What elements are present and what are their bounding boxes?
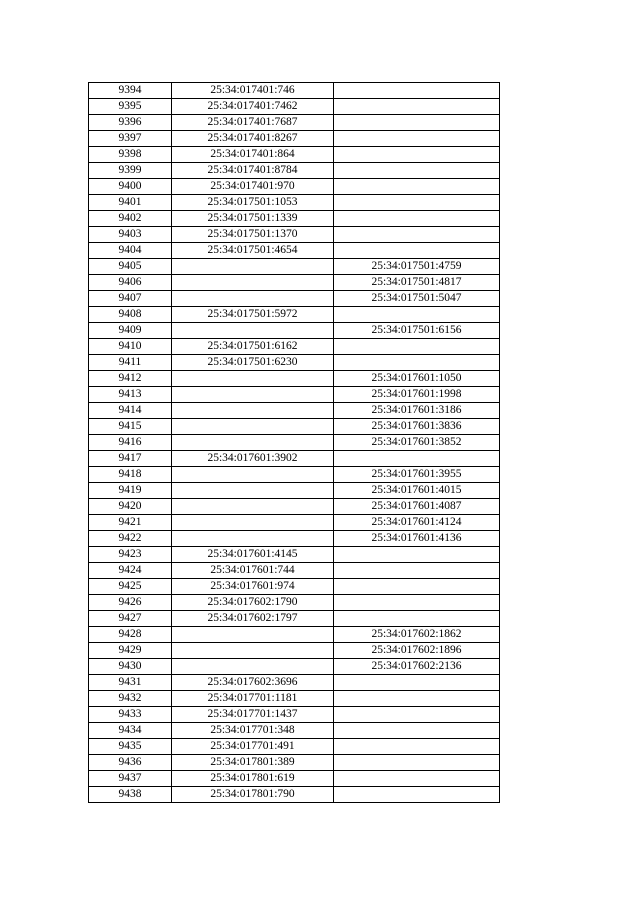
cadastral-number-alt-cell: 25:34:017602:2136 (334, 659, 500, 675)
cadastral-number-cell (172, 499, 334, 515)
row-number-cell: 9410 (89, 339, 172, 355)
row-number-cell: 9406 (89, 275, 172, 291)
table-row (89, 579, 500, 595)
row-number-cell: 9396 (89, 115, 172, 131)
row-number-cell: 9414 (89, 403, 172, 419)
cadastral-number-alt-cell: 25:34:017601:3836 (334, 419, 500, 435)
table-row (89, 179, 500, 195)
cadastral-number-cell: 25:34:017601:4145 (172, 547, 334, 563)
cadastral-number-alt-cell: 25:34:017602:1896 (334, 643, 500, 659)
cadastral-number-alt-cell (334, 563, 500, 579)
row-number-cell: 9434 (89, 723, 172, 739)
cadastral-number-alt-cell (334, 339, 500, 355)
cadastral-number-alt-cell (334, 99, 500, 115)
row-number-cell: 9431 (89, 675, 172, 691)
cadastral-number-cell: 25:34:017602:1790 (172, 595, 334, 611)
cadastral-number-cell (172, 483, 334, 499)
cadastral-table (88, 82, 500, 803)
cadastral-number-cell: 25:34:017701:348 (172, 723, 334, 739)
row-number-cell: 9419 (89, 483, 172, 499)
table-row (89, 211, 500, 227)
cadastral-number-cell (172, 467, 334, 483)
cadastral-number-alt-cell: 25:34:017601:4124 (334, 515, 500, 531)
cadastral-number-cell: 25:34:017501:6230 (172, 355, 334, 371)
cadastral-number-alt-cell: 25:34:017601:3955 (334, 467, 500, 483)
cadastral-number-cell (172, 627, 334, 643)
table-row (89, 115, 500, 131)
cadastral-number-alt-cell: 25:34:017601:4087 (334, 499, 500, 515)
row-number-cell: 9427 (89, 611, 172, 627)
cadastral-number-alt-cell: 25:34:017601:3186 (334, 403, 500, 419)
cadastral-number-cell: 25:34:017501:1339 (172, 211, 334, 227)
row-number-cell: 9415 (89, 419, 172, 435)
cadastral-number-alt-cell: 25:34:017501:4759 (334, 259, 500, 275)
table-row (89, 659, 500, 675)
cadastral-number-cell (172, 371, 334, 387)
cadastral-number-cell: 25:34:017601:744 (172, 563, 334, 579)
row-number-cell: 9425 (89, 579, 172, 595)
table-row (89, 499, 500, 515)
cadastral-number-cell: 25:34:017401:8784 (172, 163, 334, 179)
cadastral-number-alt-cell (334, 771, 500, 787)
table-row (89, 547, 500, 563)
row-number-cell: 9395 (89, 99, 172, 115)
table-row (89, 195, 500, 211)
row-number-cell: 9422 (89, 531, 172, 547)
cadastral-number-alt-cell (334, 131, 500, 147)
cadastral-number-cell: 25:34:017602:1797 (172, 611, 334, 627)
row-number-cell: 9408 (89, 307, 172, 323)
cadastral-number-cell: 25:34:017701:1181 (172, 691, 334, 707)
cadastral-number-alt-cell (334, 707, 500, 723)
cadastral-number-cell: 25:34:017501:5972 (172, 307, 334, 323)
row-number-cell: 9435 (89, 739, 172, 755)
cadastral-number-alt-cell (334, 675, 500, 691)
cadastral-number-alt-cell (334, 195, 500, 211)
cadastral-number-alt-cell (334, 211, 500, 227)
table-row (89, 451, 500, 467)
row-number-cell: 9401 (89, 195, 172, 211)
cadastral-number-alt-cell: 25:34:017601:1998 (334, 387, 500, 403)
table-row (89, 355, 500, 371)
cadastral-number-cell (172, 291, 334, 307)
cadastral-number-alt-cell (334, 179, 500, 195)
cadastral-number-cell: 25:34:017401:7462 (172, 99, 334, 115)
cadastral-number-cell: 25:34:017401:8267 (172, 131, 334, 147)
cadastral-number-cell: 25:34:017501:4654 (172, 243, 334, 259)
row-number-cell: 9394 (89, 83, 172, 99)
cadastral-number-cell: 25:34:017701:491 (172, 739, 334, 755)
table-row (89, 259, 500, 275)
cadastral-number-alt-cell (334, 227, 500, 243)
cadastral-number-alt-cell (334, 243, 500, 259)
row-number-cell: 9428 (89, 627, 172, 643)
table-row (89, 707, 500, 723)
table-row (89, 627, 500, 643)
row-number-cell: 9412 (89, 371, 172, 387)
row-number-cell: 9438 (89, 787, 172, 803)
cadastral-number-cell (172, 403, 334, 419)
cadastral-number-alt-cell (334, 83, 500, 99)
cadastral-number-cell: 25:34:017801:790 (172, 787, 334, 803)
cadastral-number-cell: 25:34:017601:974 (172, 579, 334, 595)
row-number-cell: 9437 (89, 771, 172, 787)
row-number-cell: 9430 (89, 659, 172, 675)
cadastral-number-cell (172, 643, 334, 659)
cadastral-number-alt-cell: 25:34:017601:4136 (334, 531, 500, 547)
table-row (89, 371, 500, 387)
row-number-cell: 9429 (89, 643, 172, 659)
row-number-cell: 9402 (89, 211, 172, 227)
table-row (89, 595, 500, 611)
cadastral-number-alt-cell: 25:34:017501:5047 (334, 291, 500, 307)
cadastral-number-alt-cell (334, 115, 500, 131)
row-number-cell: 9426 (89, 595, 172, 611)
cadastral-number-cell: 25:34:017401:970 (172, 179, 334, 195)
row-number-cell: 9409 (89, 323, 172, 339)
cadastral-number-cell: 25:34:017601:3902 (172, 451, 334, 467)
cadastral-number-cell: 25:34:017401:746 (172, 83, 334, 99)
table-row (89, 435, 500, 451)
table-row (89, 419, 500, 435)
cadastral-number-cell: 25:34:017602:3696 (172, 675, 334, 691)
cadastral-number-alt-cell (334, 579, 500, 595)
table-row (89, 723, 500, 739)
row-number-cell: 9436 (89, 755, 172, 771)
table-row (89, 147, 500, 163)
row-number-cell: 9399 (89, 163, 172, 179)
row-number-cell: 9420 (89, 499, 172, 515)
table-row (89, 483, 500, 499)
cadastral-number-alt-cell (334, 755, 500, 771)
table-row (89, 323, 500, 339)
table-row (89, 515, 500, 531)
cadastral-number-alt-cell (334, 723, 500, 739)
row-number-cell: 9411 (89, 355, 172, 371)
row-number-cell: 9418 (89, 467, 172, 483)
cadastral-number-alt-cell (334, 147, 500, 163)
cadastral-number-alt-cell (334, 691, 500, 707)
row-number-cell: 9397 (89, 131, 172, 147)
table-row (89, 243, 500, 259)
table-row (89, 563, 500, 579)
cadastral-number-cell: 25:34:017801:619 (172, 771, 334, 787)
cadastral-number-cell (172, 531, 334, 547)
row-number-cell: 9423 (89, 547, 172, 563)
table-row (89, 131, 500, 147)
table-row (89, 531, 500, 547)
table-row (89, 275, 500, 291)
cadastral-number-cell: 25:34:017501:6162 (172, 339, 334, 355)
cadastral-number-alt-cell (334, 611, 500, 627)
cadastral-number-alt-cell (334, 787, 500, 803)
cadastral-number-cell (172, 419, 334, 435)
table-row (89, 307, 500, 323)
cadastral-number-cell (172, 435, 334, 451)
cadastral-number-alt-cell: 25:34:017601:4015 (334, 483, 500, 499)
table-row (89, 739, 500, 755)
row-number-cell: 9421 (89, 515, 172, 531)
cadastral-number-cell (172, 275, 334, 291)
row-number-cell: 9433 (89, 707, 172, 723)
cadastral-number-cell (172, 259, 334, 275)
cadastral-number-alt-cell: 25:34:017501:6156 (334, 323, 500, 339)
cadastral-number-alt-cell (334, 547, 500, 563)
table-row (89, 771, 500, 787)
row-number-cell: 9405 (89, 259, 172, 275)
cadastral-number-cell: 25:34:017501:1053 (172, 195, 334, 211)
cadastral-number-cell (172, 515, 334, 531)
table-row (89, 691, 500, 707)
cadastral-number-cell (172, 323, 334, 339)
row-number-cell: 9417 (89, 451, 172, 467)
row-number-cell: 9413 (89, 387, 172, 403)
row-number-cell: 9407 (89, 291, 172, 307)
cadastral-number-cell: 25:34:017401:7687 (172, 115, 334, 131)
cadastral-number-alt-cell (334, 163, 500, 179)
table-row (89, 163, 500, 179)
cadastral-number-alt-cell: 25:34:017501:4817 (334, 275, 500, 291)
table-row (89, 403, 500, 419)
cadastral-number-alt-cell (334, 595, 500, 611)
cadastral-number-cell: 25:34:017801:389 (172, 755, 334, 771)
cadastral-number-cell (172, 387, 334, 403)
cadastral-number-alt-cell: 25:34:017601:1050 (334, 371, 500, 387)
row-number-cell: 9404 (89, 243, 172, 259)
cadastral-number-alt-cell (334, 355, 500, 371)
row-number-cell: 9432 (89, 691, 172, 707)
row-number-cell: 9400 (89, 179, 172, 195)
table-row (89, 99, 500, 115)
table-row (89, 755, 500, 771)
cadastral-number-alt-cell (334, 307, 500, 323)
table-body (89, 83, 500, 803)
table-row (89, 291, 500, 307)
cadastral-number-alt-cell (334, 739, 500, 755)
table-row (89, 227, 500, 243)
table-row (89, 387, 500, 403)
table-row (89, 643, 500, 659)
cadastral-number-cell: 25:34:017501:1370 (172, 227, 334, 243)
cadastral-number-cell (172, 659, 334, 675)
cadastral-number-alt-cell: 25:34:017602:1862 (334, 627, 500, 643)
table-row (89, 339, 500, 355)
table-row (89, 611, 500, 627)
cadastral-number-alt-cell (334, 451, 500, 467)
row-number-cell: 9398 (89, 147, 172, 163)
cadastral-number-alt-cell: 25:34:017601:3852 (334, 435, 500, 451)
cadastral-number-cell: 25:34:017701:1437 (172, 707, 334, 723)
row-number-cell: 9416 (89, 435, 172, 451)
cadastral-number-cell: 25:34:017401:864 (172, 147, 334, 163)
table-row (89, 675, 500, 691)
table-row (89, 787, 500, 803)
table-row (89, 83, 500, 99)
row-number-cell: 9424 (89, 563, 172, 579)
row-number-cell: 9403 (89, 227, 172, 243)
table-row (89, 467, 500, 483)
